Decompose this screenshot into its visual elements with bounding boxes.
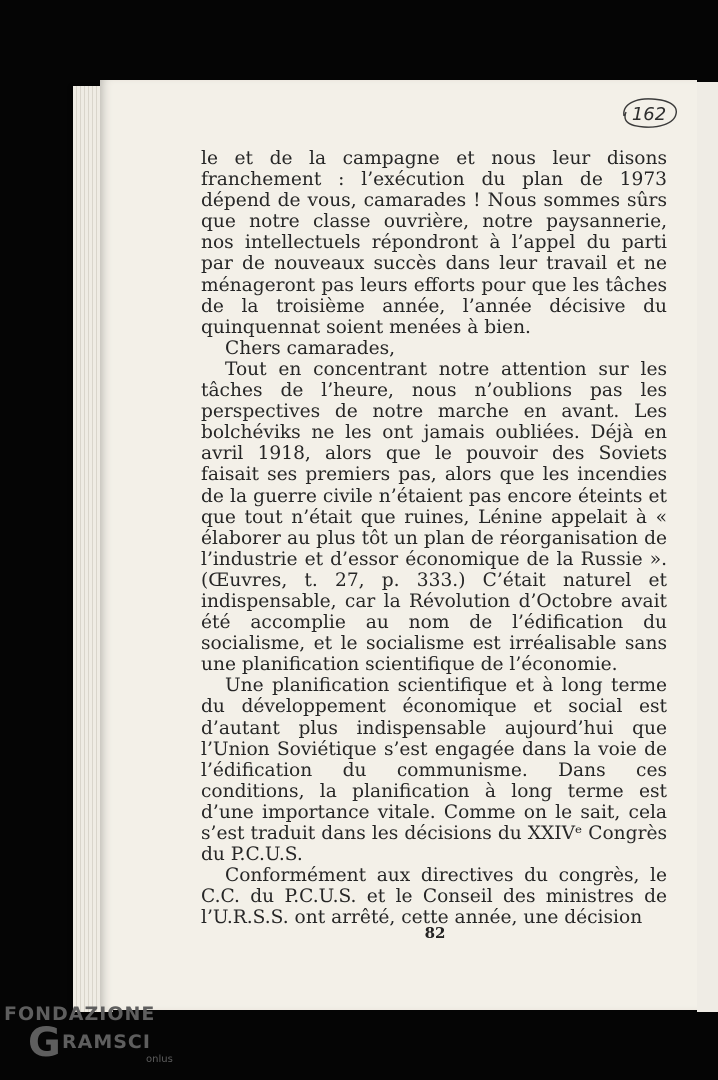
body-text xyxy=(201,148,667,928)
paragraph-1: le et de la campagne et nous leur disons franchement : l’exécution du plan de 1973 dépend de vous, camarades ! Nous sommes sûrs que notre classe ouvrière, notre paysannerie, nos intellectuels répondront à l’appel du parti par de nouveaux succès dans leur travail et ne ménageront pas leurs efforts pour que les tâches de la troisième année, l’année décisive du quinquennat soient menées à bien. xyxy=(201,148,667,338)
paragraph-3: Tout en concentrant notre attention sur les tâches de l’heure, nous n’oublions pas les perspectives de notre marche en avant. Les bolchéviks ne les ont jamais oubliées. Déjà en avril 1918, alors que le pouvoir des Soviets faisait ses premiers pas, alors que les incendies de la guerre civile n’étaient pas encore éteints et que tout n’était que ruines, Lénine appelait à « élaborer au plus tôt un plan de réorganisation de l’industrie et d’essor économique de la Russie ». (Œuvres, t. 27, p. 333.) C’était naturel et indispensable, car la Révolution d’Octobre avait été accomplie au nom de l’édification du socialisme, et le socialisme est irréalisable sans une planification scientifique de l’économie. xyxy=(201,358,667,676)
handwritten-folio xyxy=(618,96,680,130)
page-number: 82 xyxy=(424,924,446,942)
paragraph-5: Conformément aux directives du congrès, le C.C. du P.C.U.S. et le Conseil des ministres de l’U.R.S.S. ont arrêté, cette année, une décision xyxy=(201,865,667,929)
watermark-line1: FONDAZIONE xyxy=(4,1003,156,1025)
watermark-g-letter: G xyxy=(28,1020,61,1066)
watermark-suffix: onlus xyxy=(146,1054,173,1065)
paragraph-2: Chers camarades, xyxy=(225,337,396,359)
paragraph-4: Une planification scientifique et à long terme du développement économique et social est d’autant plus indispensable aujourd’hui que l’Union Soviétique s’est engagée dans la voie de l’édification du communisme. Dans ces conditions, la planification à long terme est d’une importance vitale. Comme on le sait, cela s’est traduit dans les décisions du XXIVᵉ Congrès du P.C.U.S. xyxy=(201,675,667,866)
facing-page-edge xyxy=(697,82,718,1012)
folio-number: 162 xyxy=(631,104,667,125)
fondazione-gramsci-watermark xyxy=(4,1003,204,1075)
watermark-line2: RAMSCI xyxy=(62,1031,151,1053)
